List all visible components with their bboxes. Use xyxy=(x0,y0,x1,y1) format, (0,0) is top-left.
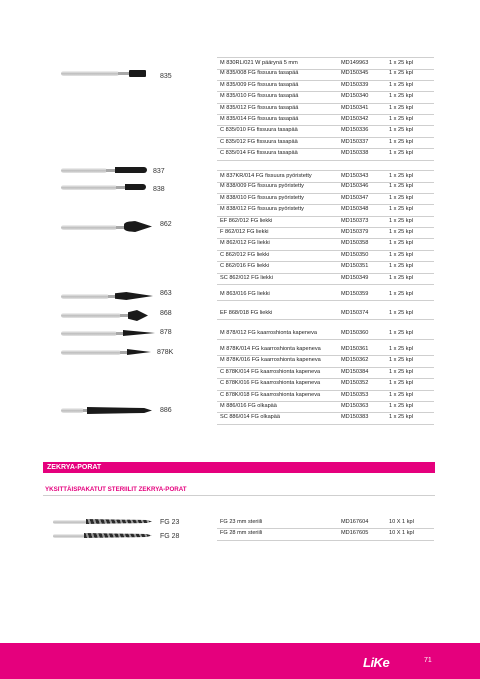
table-row: M 878K/014 FG kaarroshionta kapeneva MD150361 1 x 25 kpl xyxy=(217,344,434,356)
table-row: M 838/012 FG fissuura pyöristetty MD150348 1 x 25 kpl xyxy=(217,204,434,216)
footer-band xyxy=(0,643,480,679)
table-row: EF 862/012 FG liekki MD150373 1 x 25 kpl xyxy=(217,216,434,228)
table-row: M 878K/016 FG kaarroshionta kapeneva MD150362 1 x 25 kpl xyxy=(217,355,434,367)
table-row: C 878K/016 FG kaarroshionta kapeneva MD150352 1 x 25 kpl xyxy=(217,378,434,390)
table-row: C 878K/018 FG kaarroshionta kapeneva MD150353 1 x 25 kpl xyxy=(217,390,434,402)
table-row: FG 28 mm steriili MD167605 10 X 1 kpl xyxy=(217,528,434,540)
instrument-label-878: 878 xyxy=(160,329,172,336)
table-row: C 878K/014 FG kaarroshionta kapeneva MD150384 1 x 25 kpl xyxy=(217,367,434,379)
table-row: SC 886/014 FG olkapää MD150383 1 x 25 kpl xyxy=(217,412,434,424)
table-row: M 835/010 FG fissuura tasapää MD150340 1 x 25 kpl xyxy=(217,91,434,103)
page-number: 71 xyxy=(424,657,432,664)
table-row: M 837KR/014 FG fissuura pyöristetty MD150343 1 x 25 kpl xyxy=(217,170,434,183)
table-row: M 862/012 FG liekki MD150358 1 x 25 kpl xyxy=(217,238,434,250)
table-row: F 862/012 FG liekki MD150379 1 x 25 kpl xyxy=(217,227,434,239)
table-row: M 835/012 FG fissuura tasapää MD150341 1 x 25 kpl xyxy=(217,103,434,115)
table-row: C 835/014 FG fissuura tasapää MD150338 1 x 25 kpl xyxy=(217,148,434,160)
subsection-title: YKSITTÄISPAKATUT STERIILIT ZEKRYA-PORAT xyxy=(45,486,187,493)
table-row: M 863/016 FG liekki MD150359 1 x 25 kpl xyxy=(217,289,434,301)
table-row: M 830RL/021 W päärynä 5 mm MD149963 1 x 25 kpl xyxy=(217,57,434,70)
instrument-label-863: 863 xyxy=(160,290,172,297)
instrument-label-fg28: FG 28 xyxy=(160,533,180,540)
divider xyxy=(43,495,435,496)
table-row: M 886/016 FG olkapää MD150363 1 x 25 kpl xyxy=(217,401,434,413)
table-row: M 835/009 FG fissuura tasapää MD150339 1 x 25 kpl xyxy=(217,80,434,92)
table-row: C 835/012 FG fissuura tasapää MD150337 1 x 25 kpl xyxy=(217,137,434,149)
table-row: C 862/016 FG liekki MD150351 1 x 25 kpl xyxy=(217,261,434,273)
table-row: M 838/009 FG fissuura pyöristetty MD150346 1 x 25 kpl xyxy=(217,181,434,193)
table-row: M 835/008 FG fissuura tasapää MD150345 1 x 25 kpl xyxy=(217,68,434,80)
table-row: M 878/012 FG kaarroshionta kapeneva MD150360 1 x 25 kpl xyxy=(217,328,434,340)
section-title: ZEKRYA-PORAT xyxy=(47,464,102,471)
instrument-label-862: 862 xyxy=(160,221,172,228)
table-row: M 838/010 FG fissuura pyöristetty MD150347 1 x 25 kpl xyxy=(217,193,434,205)
instrument-label-886: 886 xyxy=(160,407,172,414)
zekrya-table xyxy=(217,517,434,540)
brand-logo: LiKe xyxy=(363,655,390,670)
section-header xyxy=(43,462,435,473)
table-row: SC 862/012 FG liekki MD150349 1 x 25 kpl xyxy=(217,273,434,285)
instrument-label-838: 838 xyxy=(153,186,165,193)
table-row: FG 23 mm steriili MD167604 10 X 1 kpl xyxy=(217,517,434,529)
instrument-label-837: 837 xyxy=(153,168,165,175)
instrument-label-878k: 878K xyxy=(157,349,174,356)
table-row: C 835/010 FG fissuura tasapää MD150336 1 x 25 kpl xyxy=(217,125,434,137)
table-row: EF 868/018 FG liekki MD150374 1 x 25 kpl xyxy=(217,308,434,320)
table-row: C 862/012 FG liekki MD150350 1 x 25 kpl xyxy=(217,250,434,262)
instrument-label-868: 868 xyxy=(160,310,172,317)
product-table xyxy=(217,57,434,427)
instrument-label-835: 835 xyxy=(160,73,172,80)
instrument-label-fg23: FG 23 xyxy=(160,519,180,526)
table-row: M 835/014 FG fissuura tasapää MD150342 1 x 25 kpl xyxy=(217,114,434,126)
